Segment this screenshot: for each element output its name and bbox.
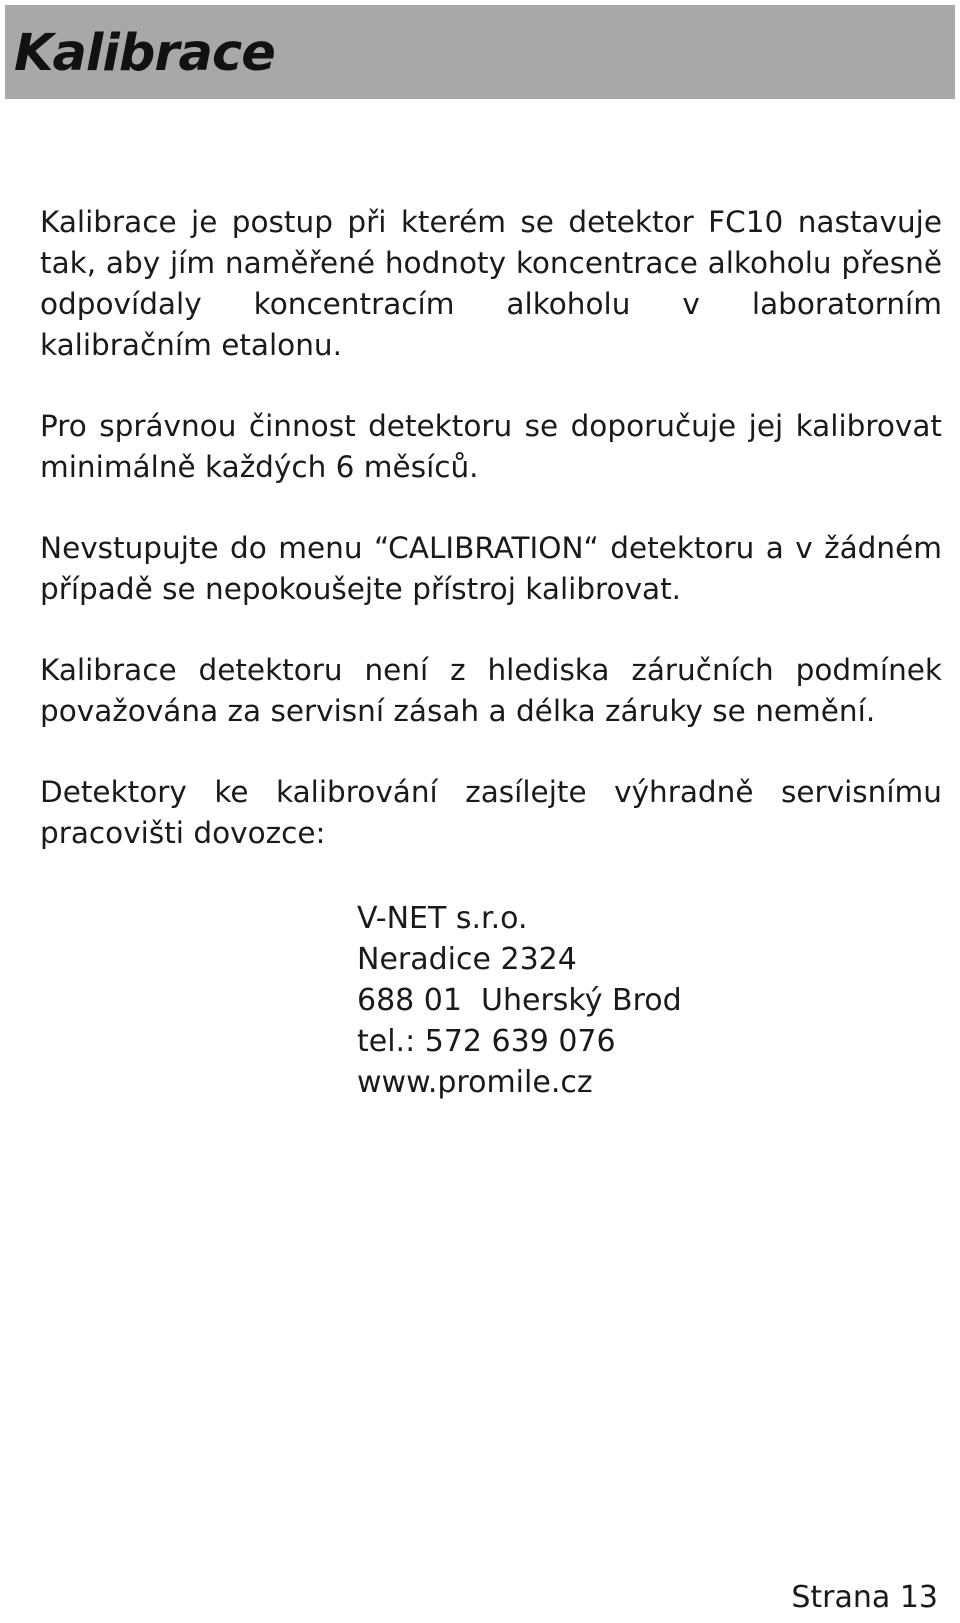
page-title: Kalibrace: [14, 24, 275, 83]
paragraph-menu-warning: Nevstupujte do menu “CALIBRATION“ detektoru a v žádném případě se nepokoušejte přístroj kalibrovat.: [40, 531, 942, 606]
paragraph-warranty-note: Kalibrace detektoru není z hlediska záručních podmínek považována za servisní zásah a délka záruky se nemění.: [40, 653, 942, 728]
paragraph-calibration-definition: Kalibrace je postup při kterém se detektor FC10 nastavuje tak, aby jím naměřené hodnoty koncentrace alkoholu přesně odpovídaly koncentracím alkoholu v laboratorním kalibračním etalonu.: [40, 205, 942, 362]
address-city: 688 01 Uherský Brod: [357, 983, 682, 1018]
address-company: V-NET s.r.o.: [357, 901, 528, 936]
paragraph-send-instructions: Detektory ke kalibrování zasílejte výhradně servisnímu pracovišti dovozce:: [40, 775, 942, 850]
page-number: Strana 13: [791, 1580, 938, 1615]
importer-address: [357, 898, 682, 1103]
body-text: [40, 202, 942, 894]
address-phone: tel.: 572 639 076: [357, 1024, 616, 1059]
address-street: Neradice 2324: [357, 942, 577, 977]
address-web: www.promile.cz: [357, 1065, 593, 1100]
paragraph-calibration-interval: Pro správnou činnost detektoru se doporučuje jej kalibrovat minimálně každých 6 měsíců.: [40, 409, 942, 484]
